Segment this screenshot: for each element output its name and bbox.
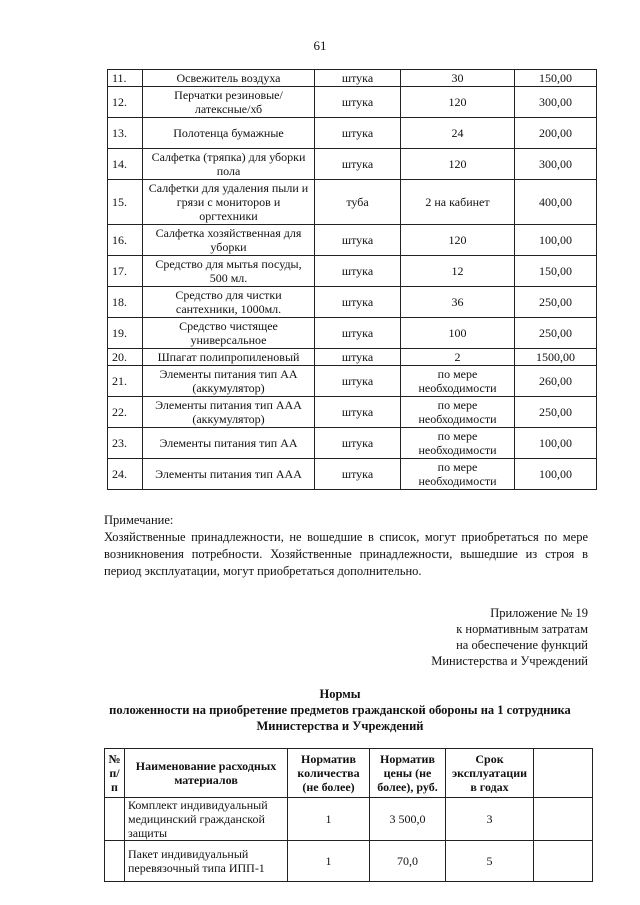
cell-unit: штука bbox=[315, 118, 401, 149]
table-row bbox=[108, 397, 597, 428]
table-row bbox=[108, 366, 597, 397]
table-row bbox=[108, 149, 597, 180]
cell-price: 70,0 bbox=[370, 841, 446, 882]
table-row bbox=[105, 841, 593, 882]
cell-unit: штука bbox=[315, 349, 401, 366]
appendix-line: Приложение № 19 bbox=[490, 606, 588, 620]
col-header-price: Норматив цены (не более), руб. bbox=[370, 749, 446, 798]
cell-term: 5 bbox=[446, 841, 534, 882]
cell-num: 17. bbox=[108, 256, 143, 287]
cell-price: 250,00 bbox=[515, 397, 597, 428]
civil-defense-table bbox=[104, 748, 593, 882]
cell-qty: 1 bbox=[288, 841, 370, 882]
cell-num: 12. bbox=[108, 87, 143, 118]
cell-num: 22. bbox=[108, 397, 143, 428]
cell-name: Средство для мытья посуды, 500 мл. bbox=[143, 256, 315, 287]
cell-name: Салфетка хозяйственная для уборки bbox=[143, 225, 315, 256]
cell-qty: 120 bbox=[401, 149, 515, 180]
cell-name: Перчатки резиновые/латексные/хб bbox=[143, 87, 315, 118]
cell-name: Салфетки для удаления пыли и грязи с мониторов и оргтехники bbox=[143, 180, 315, 225]
table-row bbox=[108, 287, 597, 318]
table-row bbox=[108, 118, 597, 149]
supplies-table bbox=[107, 69, 597, 490]
table-row bbox=[108, 87, 597, 118]
cell-num: 23. bbox=[108, 428, 143, 459]
cell-num: 11. bbox=[108, 70, 143, 87]
heading-title: Нормы bbox=[319, 687, 361, 701]
cell-extra bbox=[534, 798, 593, 841]
cell-num: 13. bbox=[108, 118, 143, 149]
cell-num: 14. bbox=[108, 149, 143, 180]
appendix-block bbox=[328, 605, 588, 669]
cell-price: 250,00 bbox=[515, 318, 597, 349]
cell-unit: штука bbox=[315, 459, 401, 490]
cell-price: 100,00 bbox=[515, 225, 597, 256]
cell-qty: по мере необходимости bbox=[401, 366, 515, 397]
note-text: Хозяйственные принадлежности, не вошедшие в список, могут приобретаться по мере возникновения потребности. Хозяйственные принадлежности, вышедшие из строя в период эксплуатации, могут приобретаться дополнительно. bbox=[104, 530, 588, 578]
table-row bbox=[108, 318, 597, 349]
appendix-line: на обеспечение функций bbox=[456, 638, 588, 652]
cell-price: 400,00 bbox=[515, 180, 597, 225]
table-row bbox=[108, 349, 597, 366]
appendix-line: к нормативным затратам bbox=[456, 622, 588, 636]
cell-unit: штука bbox=[315, 366, 401, 397]
cell-name: Полотенца бумажные bbox=[143, 118, 315, 149]
table-row bbox=[108, 256, 597, 287]
heading-subtitle: Министерства и Учреждений bbox=[256, 719, 424, 733]
cell-extra bbox=[534, 841, 593, 882]
cell-name: Освежитель воздуха bbox=[143, 70, 315, 87]
cell-num: 24. bbox=[108, 459, 143, 490]
cell-qty: 24 bbox=[401, 118, 515, 149]
cell-term: 3 bbox=[446, 798, 534, 841]
cell-price: 260,00 bbox=[515, 366, 597, 397]
cell-qty: 2 на кабинет bbox=[401, 180, 515, 225]
cell-num: 20. bbox=[108, 349, 143, 366]
cell-price: 250,00 bbox=[515, 287, 597, 318]
cell-qty: 2 bbox=[401, 349, 515, 366]
cell-name: Салфетка (тряпка) для уборки пола bbox=[143, 149, 315, 180]
cell-unit: штука bbox=[315, 87, 401, 118]
col-header-term: Срок эксплуатации в годах bbox=[446, 749, 534, 798]
cell-unit: штука bbox=[315, 149, 401, 180]
page-number: 61 bbox=[313, 38, 327, 53]
cell-name: Элементы питания тип АА (аккумулятор) bbox=[143, 366, 315, 397]
cell-num: 21. bbox=[108, 366, 143, 397]
table-row bbox=[108, 225, 597, 256]
cell-price: 150,00 bbox=[515, 256, 597, 287]
cell-unit: штука bbox=[315, 256, 401, 287]
cell-num bbox=[105, 841, 125, 882]
cell-num: 18. bbox=[108, 287, 143, 318]
cell-name: Комплект индивидуальный медицинский гражданской защиты bbox=[125, 798, 288, 841]
table-row bbox=[108, 459, 597, 490]
cell-qty: 100 bbox=[401, 318, 515, 349]
appendix-line: Министерства и Учреждений bbox=[431, 654, 588, 668]
col-header-extra bbox=[534, 749, 593, 798]
supplies-table-body bbox=[108, 70, 597, 490]
col-header-qty: Норматив количества (не более) bbox=[288, 749, 370, 798]
table-header-row bbox=[105, 749, 593, 798]
cell-name: Пакет индивидуальный перевязочный типа ИПП-1 bbox=[125, 841, 288, 882]
cell-qty: 120 bbox=[401, 87, 515, 118]
heading-subtitle: положенности на приобретение предметов гражданской обороны на 1 сотрудника bbox=[109, 703, 571, 717]
cell-num: 16. bbox=[108, 225, 143, 256]
cell-qty: 120 bbox=[401, 225, 515, 256]
cell-qty: по мере необходимости bbox=[401, 397, 515, 428]
cell-qty: 12 bbox=[401, 256, 515, 287]
table-row bbox=[108, 180, 597, 225]
table-row bbox=[108, 70, 597, 87]
cell-price: 100,00 bbox=[515, 428, 597, 459]
table-row bbox=[105, 798, 593, 841]
cell-unit: штука bbox=[315, 318, 401, 349]
cell-name: Средство чистящее универсальное bbox=[143, 318, 315, 349]
cell-qty: 30 bbox=[401, 70, 515, 87]
cell-unit: штука bbox=[315, 287, 401, 318]
cell-qty: 1 bbox=[288, 798, 370, 841]
cell-name: Элементы питания тип ААА bbox=[143, 459, 315, 490]
cell-price: 300,00 bbox=[515, 87, 597, 118]
cell-name: Элементы питания тип ААА (аккумулятор) bbox=[143, 397, 315, 428]
norms-heading bbox=[60, 686, 620, 734]
cell-price: 3 500,0 bbox=[370, 798, 446, 841]
col-header-num: № п/п bbox=[105, 749, 125, 798]
cell-name: Элементы питания тип АА bbox=[143, 428, 315, 459]
cell-name: Средство для чистки сантехники, 1000мл. bbox=[143, 287, 315, 318]
cell-qty: по мере необходимости bbox=[401, 459, 515, 490]
cell-name: Шпагат полипропиленовый bbox=[143, 349, 315, 366]
cell-unit: штука bbox=[315, 397, 401, 428]
table-row bbox=[108, 428, 597, 459]
cell-qty: 36 bbox=[401, 287, 515, 318]
cell-unit: штука bbox=[315, 428, 401, 459]
cell-num bbox=[105, 798, 125, 841]
cell-unit: штука bbox=[315, 225, 401, 256]
col-header-name: Наименование расходных материалов bbox=[125, 749, 288, 798]
cell-num: 19. bbox=[108, 318, 143, 349]
cell-price: 200,00 bbox=[515, 118, 597, 149]
note-title: Примечание: bbox=[104, 513, 174, 527]
cell-price: 300,00 bbox=[515, 149, 597, 180]
cell-unit: штука bbox=[315, 70, 401, 87]
civil-defense-table-body bbox=[105, 798, 593, 882]
cell-unit: туба bbox=[315, 180, 401, 225]
cell-price: 1500,00 bbox=[515, 349, 597, 366]
cell-price: 150,00 bbox=[515, 70, 597, 87]
cell-price: 100,00 bbox=[515, 459, 597, 490]
cell-num: 15. bbox=[108, 180, 143, 225]
cell-qty: по мере необходимости bbox=[401, 428, 515, 459]
